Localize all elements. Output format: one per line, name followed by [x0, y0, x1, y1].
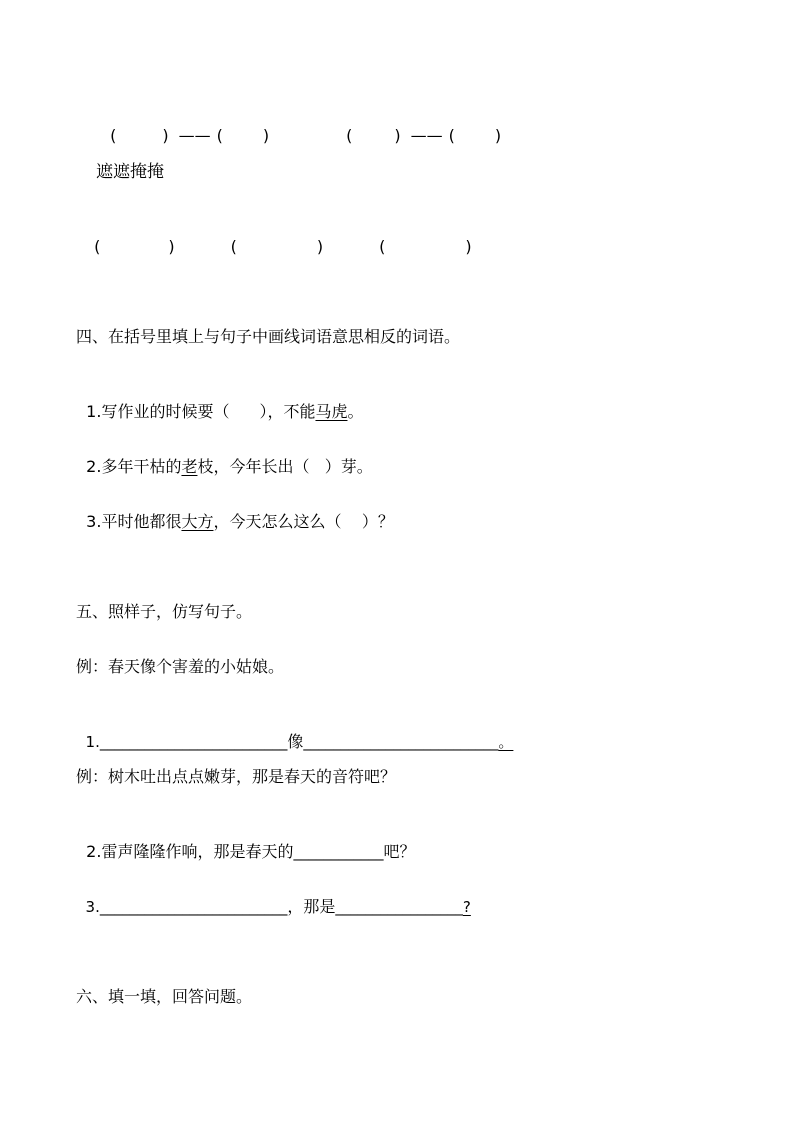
section5-heading: 五、照样子，仿写句子。	[76, 602, 253, 621]
bracket-pair-row	[100, 106, 269, 146]
bracket-close: )	[494, 126, 502, 145]
dash: ——	[410, 126, 443, 145]
bracket-close: )	[465, 237, 472, 256]
bracket-close: )	[162, 126, 169, 145]
bracket-close: )	[394, 126, 401, 145]
fill-blank[interactable]: _________________	[335, 898, 463, 916]
section5-item-1: 1._________________________像__________________________。	[85, 732, 514, 751]
section5-item-3: 3._________________________，那是_________________?	[85, 897, 471, 916]
fill-blank[interactable]: ____________	[293, 843, 384, 861]
underlined-word: 大方	[181, 512, 214, 531]
section4-question-3: 3.平时他都很大方，今天怎么这么（ ）？	[86, 512, 394, 531]
bracket-close: )	[262, 126, 270, 145]
bracket-open: (	[346, 126, 353, 145]
bracket-open: (	[110, 126, 117, 145]
fill-blank[interactable]: __________________________	[303, 733, 499, 751]
example-word: 遮遮掩掩	[96, 162, 164, 182]
bracket-open: (	[379, 237, 386, 256]
section5-example-2: 例：树木吐出点点嫩芽，那是春天的音符吧？	[76, 767, 397, 786]
section5-example-1: 例：春天像个害羞的小姑娘。	[76, 657, 285, 676]
section4-heading: 四、在括号里填上与句子中画线词语意思相反的词语。	[76, 327, 461, 346]
bracket-open: (	[94, 237, 101, 256]
bracket-pair-row-2	[336, 106, 501, 146]
bracket-close: )	[168, 237, 175, 256]
section6-heading: 六、填一填，回答问题。	[76, 987, 253, 1006]
bracket-open: (	[230, 237, 237, 256]
bracket-open: (	[216, 126, 223, 145]
fill-blank[interactable]: _________________________	[99, 898, 288, 916]
fill-blank[interactable]: _________________________	[99, 733, 288, 751]
section4-question-1: 1.写作业的时候要（ ），不能马虎。	[86, 402, 364, 421]
underlined-word: 老	[181, 457, 198, 476]
section4-question-2: 2.多年干枯的老枝，今年长出（ ）芽。	[86, 457, 373, 476]
three-blank-row	[84, 217, 472, 257]
section5-item-2: 2.雷声隆隆作响，那是春天的____________吧？	[86, 842, 416, 861]
bracket-open: (	[448, 126, 455, 145]
dash: ——	[178, 126, 211, 145]
bracket-close: )	[316, 237, 324, 256]
underlined-word: 马虎	[315, 402, 348, 421]
